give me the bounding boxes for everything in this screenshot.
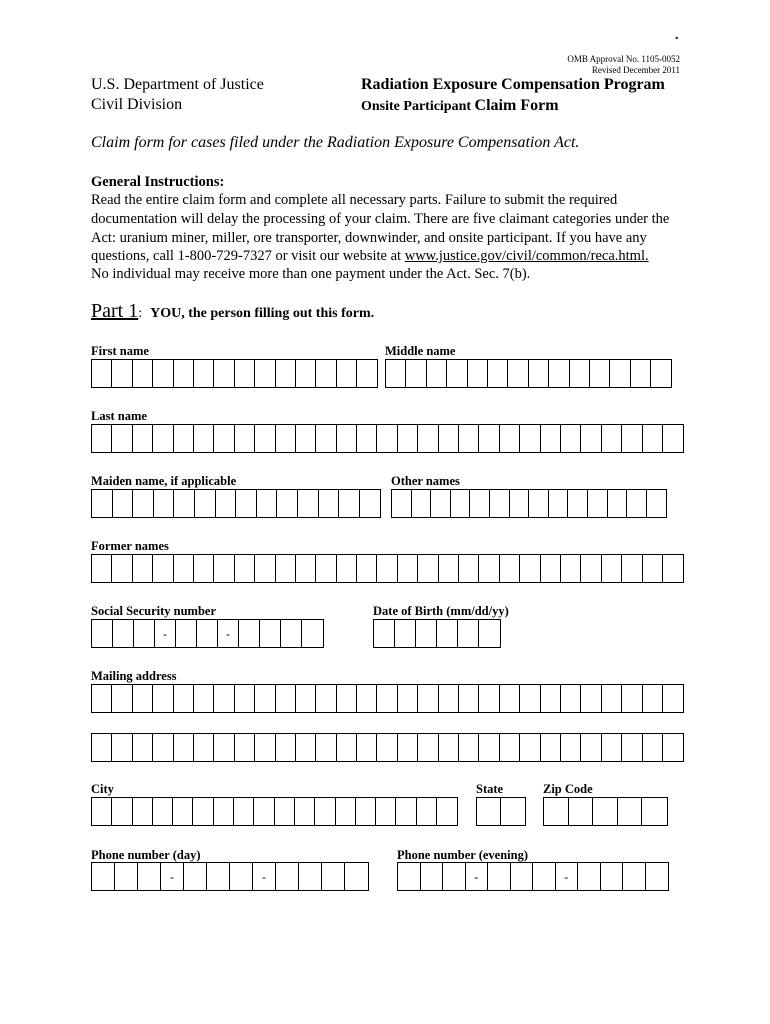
- phone-evening-boxes[interactable]: [397, 862, 669, 891]
- input-cell[interactable]: [276, 555, 296, 582]
- input-cell[interactable]: [276, 425, 296, 452]
- instructions-line-3: Act: uranium miner, miller, ore transporter, downwinder, and onsite participant. If you have any: [91, 230, 647, 246]
- input-cell[interactable]: [510, 490, 530, 517]
- input-cell[interactable]: [194, 555, 214, 582]
- input-cell[interactable]: [500, 734, 520, 761]
- input-cell[interactable]: [295, 798, 315, 825]
- input-cell[interactable]: [602, 734, 622, 761]
- input-cell[interactable]: [398, 863, 421, 890]
- part1-heading: [91, 300, 374, 323]
- input-cell[interactable]: [214, 798, 234, 825]
- input-cell[interactable]: [549, 360, 569, 387]
- revised-date: Revised December 2011: [591, 65, 680, 75]
- separator-cell: -: [155, 620, 176, 647]
- input-cell[interactable]: [276, 685, 296, 712]
- separator-cell: -: [218, 620, 239, 647]
- input-cell[interactable]: [133, 425, 153, 452]
- input-cell[interactable]: [459, 555, 479, 582]
- input-cell[interactable]: [479, 555, 499, 582]
- input-cell[interactable]: [316, 425, 336, 452]
- input-cell[interactable]: [316, 360, 336, 387]
- instructions-line-2: documentation will delay the processing of your claim. There are five claimant categories under the: [91, 211, 670, 227]
- input-cell[interactable]: [92, 490, 113, 517]
- input-cell[interactable]: [153, 734, 173, 761]
- input-cell[interactable]: [235, 685, 255, 712]
- input-cell[interactable]: [439, 734, 459, 761]
- top-mark: .: [675, 28, 679, 43]
- input-cell[interactable]: [239, 620, 260, 647]
- input-cell[interactable]: [520, 685, 540, 712]
- input-cell[interactable]: [316, 685, 336, 712]
- input-cell[interactable]: [479, 685, 499, 712]
- middle-name-boxes[interactable]: [385, 359, 672, 388]
- input-cell[interactable]: [112, 685, 132, 712]
- separator-cell: -: [253, 863, 276, 890]
- input-cell[interactable]: [235, 360, 255, 387]
- program-title: Radiation Exposure Compensation Program: [361, 76, 665, 93]
- separator-cell: -: [161, 863, 184, 890]
- input-cell[interactable]: [298, 490, 319, 517]
- other-names-label: Other names: [391, 474, 460, 488]
- input-cell[interactable]: [643, 425, 663, 452]
- input-cell[interactable]: [439, 555, 459, 582]
- input-cell[interactable]: [138, 863, 161, 890]
- input-cell[interactable]: [357, 685, 377, 712]
- input-cell[interactable]: [377, 734, 397, 761]
- input-cell[interactable]: [154, 490, 175, 517]
- maiden-name-boxes[interactable]: [91, 489, 381, 518]
- input-cell[interactable]: [92, 863, 115, 890]
- mailing-address-label: Mailing address: [91, 669, 177, 683]
- form-title-name: Claim Form: [474, 97, 559, 114]
- input-cell[interactable]: [197, 620, 218, 647]
- input-cell[interactable]: [360, 490, 381, 517]
- input-cell[interactable]: [377, 685, 397, 712]
- input-cell[interactable]: [386, 360, 406, 387]
- input-cell[interactable]: [337, 360, 357, 387]
- input-cell[interactable]: [593, 798, 618, 825]
- input-cell[interactable]: [631, 360, 651, 387]
- input-cell[interactable]: [459, 734, 479, 761]
- former-names-label: Former names: [91, 539, 169, 553]
- input-cell[interactable]: [529, 360, 549, 387]
- form-title-prefix: Onsite Participant: [361, 99, 472, 114]
- input-cell[interactable]: [427, 360, 447, 387]
- input-cell[interactable]: [437, 620, 458, 647]
- input-cell[interactable]: [544, 798, 569, 825]
- input-cell[interactable]: [315, 798, 335, 825]
- input-cell[interactable]: [417, 798, 437, 825]
- input-cell[interactable]: [299, 863, 322, 890]
- input-cell[interactable]: [541, 685, 561, 712]
- input-cell[interactable]: [92, 734, 112, 761]
- input-cell[interactable]: [374, 620, 395, 647]
- input-cell[interactable]: [153, 685, 173, 712]
- input-cell[interactable]: [520, 555, 540, 582]
- input-cell[interactable]: [115, 863, 138, 890]
- input-cell[interactable]: [207, 863, 230, 890]
- input-cell[interactable]: [194, 425, 214, 452]
- form-title: [361, 97, 559, 115]
- ssn-label: Social Security number: [91, 604, 216, 618]
- other-names-boxes[interactable]: [391, 489, 667, 518]
- input-cell[interactable]: [214, 685, 234, 712]
- input-cell[interactable]: [622, 685, 642, 712]
- input-cell[interactable]: [396, 798, 416, 825]
- input-cell[interactable]: [541, 734, 561, 761]
- zip-label: Zip Code: [543, 782, 593, 796]
- input-cell[interactable]: [194, 734, 214, 761]
- input-cell[interactable]: [184, 863, 207, 890]
- website-link[interactable]: www.justice.gov/civil/common/reca.html.: [404, 248, 649, 264]
- input-cell[interactable]: [319, 490, 340, 517]
- input-cell[interactable]: [451, 490, 471, 517]
- input-cell[interactable]: [508, 360, 528, 387]
- input-cell[interactable]: [176, 620, 197, 647]
- input-cell[interactable]: [500, 425, 520, 452]
- input-cell[interactable]: [235, 734, 255, 761]
- middle-name-label: Middle name: [385, 344, 456, 358]
- input-cell[interactable]: [602, 685, 622, 712]
- input-cell[interactable]: [431, 490, 451, 517]
- dob-label: Date of Birth (mm/dd/yy): [373, 604, 509, 618]
- input-cell[interactable]: [92, 798, 112, 825]
- input-cell[interactable]: [439, 425, 459, 452]
- input-cell[interactable]: [581, 734, 601, 761]
- phone-day-boxes[interactable]: [91, 862, 369, 891]
- input-cell[interactable]: [663, 734, 683, 761]
- input-cell[interactable]: [618, 798, 643, 825]
- input-cell[interactable]: [255, 734, 275, 761]
- instructions-line-5: No individual may receive more than one payment under the Act. Sec. 7(b).: [91, 266, 531, 282]
- omb-approval: OMB Approval No. 1105-0052: [567, 54, 680, 64]
- input-cell[interactable]: [663, 555, 683, 582]
- input-cell[interactable]: [479, 734, 499, 761]
- part1-label: Part 1: [91, 300, 139, 322]
- form-subtitle: Claim form for cases filed under the Radiation Exposure Compensation Act.: [91, 134, 580, 151]
- input-cell[interactable]: [561, 685, 581, 712]
- input-cell[interactable]: [549, 490, 569, 517]
- input-cell[interactable]: [588, 490, 608, 517]
- input-cell[interactable]: [561, 734, 581, 761]
- input-cell[interactable]: [418, 685, 438, 712]
- phone-day-label: Phone number (day): [91, 848, 201, 862]
- instructions-line-1: Read the entire claim form and complete all necessary parts. Failure to submit the required: [91, 192, 618, 208]
- input-cell[interactable]: [133, 555, 153, 582]
- input-cell[interactable]: [275, 798, 295, 825]
- input-cell[interactable]: [533, 863, 556, 890]
- input-cell[interactable]: [322, 863, 345, 890]
- input-cell[interactable]: [174, 734, 194, 761]
- input-cell[interactable]: [112, 798, 132, 825]
- separator-cell: -: [556, 863, 579, 890]
- input-cell[interactable]: [339, 490, 360, 517]
- ssn-boxes[interactable]: [91, 619, 324, 648]
- input-cell[interactable]: [133, 685, 153, 712]
- input-cell[interactable]: [622, 555, 642, 582]
- input-cell[interactable]: [133, 734, 153, 761]
- input-cell[interactable]: [651, 360, 671, 387]
- input-cell[interactable]: [529, 490, 549, 517]
- input-cell[interactable]: [214, 360, 234, 387]
- input-cell[interactable]: [488, 360, 508, 387]
- input-cell[interactable]: [276, 863, 299, 890]
- input-cell[interactable]: [276, 734, 296, 761]
- input-cell[interactable]: [235, 425, 255, 452]
- input-cell[interactable]: [459, 425, 479, 452]
- input-cell[interactable]: [357, 555, 377, 582]
- input-cell[interactable]: [377, 555, 397, 582]
- input-cell[interactable]: [276, 360, 296, 387]
- input-cell[interactable]: [195, 490, 216, 517]
- zip-boxes[interactable]: [543, 797, 668, 826]
- input-cell[interactable]: [234, 798, 254, 825]
- input-cell[interactable]: [447, 360, 467, 387]
- input-cell[interactable]: [112, 555, 132, 582]
- input-cell[interactable]: [646, 863, 669, 890]
- input-cell[interactable]: [416, 620, 437, 647]
- input-cell[interactable]: [112, 360, 132, 387]
- maiden-name-label: Maiden name, if applicable: [91, 474, 237, 488]
- input-cell[interactable]: [439, 685, 459, 712]
- input-cell[interactable]: [578, 863, 601, 890]
- input-cell[interactable]: [501, 798, 525, 825]
- input-cell[interactable]: [296, 734, 316, 761]
- input-cell[interactable]: [568, 490, 588, 517]
- input-cell[interactable]: [643, 734, 663, 761]
- input-cell[interactable]: [622, 734, 642, 761]
- input-cell[interactable]: [214, 555, 234, 582]
- input-cell[interactable]: [443, 863, 466, 890]
- input-cell[interactable]: [255, 360, 275, 387]
- input-cell[interactable]: [174, 425, 194, 452]
- input-cell[interactable]: [255, 555, 275, 582]
- input-cell[interactable]: [458, 620, 479, 647]
- input-cell[interactable]: [500, 555, 520, 582]
- separator-cell: -: [466, 863, 489, 890]
- input-cell[interactable]: [479, 425, 499, 452]
- input-cell[interactable]: [92, 620, 113, 647]
- mailing-address-line-2-boxes[interactable]: [91, 733, 684, 762]
- input-cell[interactable]: [468, 360, 488, 387]
- input-cell[interactable]: [235, 555, 255, 582]
- input-cell[interactable]: [643, 685, 663, 712]
- input-cell[interactable]: [541, 555, 561, 582]
- input-cell[interactable]: [296, 425, 316, 452]
- input-cell[interactable]: [230, 863, 253, 890]
- instructions-line-4-text: questions, call 1-800-729-7327 or visit our website at: [91, 248, 405, 264]
- input-cell[interactable]: [174, 555, 194, 582]
- department-name: U.S. Department of Justice: [91, 76, 264, 93]
- input-cell[interactable]: [193, 798, 213, 825]
- input-cell[interactable]: [623, 863, 646, 890]
- input-cell[interactable]: [113, 490, 134, 517]
- input-cell[interactable]: [153, 798, 173, 825]
- input-cell[interactable]: [92, 425, 112, 452]
- input-cell[interactable]: [153, 555, 173, 582]
- input-cell[interactable]: [622, 425, 642, 452]
- input-cell[interactable]: [581, 685, 601, 712]
- input-cell[interactable]: [214, 425, 234, 452]
- input-cell[interactable]: [541, 425, 561, 452]
- input-cell[interactable]: [627, 490, 647, 517]
- input-cell[interactable]: [357, 360, 377, 387]
- input-cell[interactable]: [357, 425, 377, 452]
- input-cell[interactable]: [173, 798, 193, 825]
- input-cell[interactable]: [255, 685, 275, 712]
- input-cell[interactable]: [133, 360, 153, 387]
- input-cell[interactable]: [643, 555, 663, 582]
- input-cell[interactable]: [490, 490, 510, 517]
- input-cell[interactable]: [412, 490, 432, 517]
- input-cell[interactable]: [174, 685, 194, 712]
- input-cell[interactable]: [500, 685, 520, 712]
- part1-colon: :: [138, 306, 143, 321]
- input-cell[interactable]: [477, 798, 501, 825]
- input-cell[interactable]: [601, 863, 624, 890]
- input-cell[interactable]: [281, 620, 302, 647]
- input-cell[interactable]: [345, 863, 368, 890]
- input-cell[interactable]: [377, 425, 397, 452]
- input-cell[interactable]: [590, 360, 610, 387]
- input-cell[interactable]: [134, 620, 155, 647]
- part1-text: YOU, the person filling out this form.: [150, 306, 375, 321]
- input-cell[interactable]: [398, 555, 418, 582]
- input-cell[interactable]: [663, 425, 683, 452]
- division-name: Civil Division: [91, 96, 183, 113]
- input-cell[interactable]: [488, 863, 511, 890]
- input-cell[interactable]: [398, 734, 418, 761]
- city-label: City: [91, 782, 114, 796]
- last-name-label: Last name: [91, 409, 147, 423]
- input-cell[interactable]: [581, 555, 601, 582]
- input-cell[interactable]: [174, 490, 195, 517]
- input-cell[interactable]: [418, 425, 438, 452]
- last-name-boxes[interactable]: [91, 424, 684, 453]
- input-cell[interactable]: [133, 798, 153, 825]
- input-cell[interactable]: [194, 685, 214, 712]
- input-cell[interactable]: [376, 798, 396, 825]
- input-cell[interactable]: [561, 425, 581, 452]
- input-cell[interactable]: [357, 734, 377, 761]
- input-cell[interactable]: [561, 555, 581, 582]
- input-cell[interactable]: [398, 685, 418, 712]
- input-cell[interactable]: [437, 798, 457, 825]
- first-name-boxes[interactable]: [91, 359, 378, 388]
- general-instructions-title: General Instructions:: [91, 174, 225, 190]
- input-cell[interactable]: [112, 425, 132, 452]
- input-cell[interactable]: [255, 425, 275, 452]
- input-cell[interactable]: [608, 490, 628, 517]
- input-cell[interactable]: [133, 490, 154, 517]
- input-cell[interactable]: [406, 360, 426, 387]
- state-boxes[interactable]: [476, 797, 526, 826]
- input-cell[interactable]: [470, 490, 490, 517]
- input-cell[interactable]: [459, 685, 479, 712]
- input-cell[interactable]: [277, 490, 298, 517]
- input-cell[interactable]: [421, 863, 444, 890]
- input-cell[interactable]: [113, 620, 134, 647]
- input-cell[interactable]: [610, 360, 630, 387]
- phone-evening-label: Phone number (evening): [397, 848, 529, 862]
- state-label: State: [476, 782, 504, 796]
- input-cell[interactable]: [337, 734, 357, 761]
- input-cell[interactable]: [257, 490, 278, 517]
- input-cell[interactable]: [602, 555, 622, 582]
- input-cell[interactable]: [336, 798, 356, 825]
- input-cell[interactable]: [296, 555, 316, 582]
- mailing-address-line-1-boxes[interactable]: [91, 684, 684, 713]
- input-cell[interactable]: [392, 490, 412, 517]
- first-name-label: First name: [91, 344, 149, 358]
- input-cell[interactable]: [153, 425, 173, 452]
- input-cell[interactable]: [214, 734, 234, 761]
- input-cell[interactable]: [395, 620, 416, 647]
- city-boxes[interactable]: [91, 797, 458, 826]
- input-cell[interactable]: [520, 734, 540, 761]
- input-cell[interactable]: [570, 360, 590, 387]
- former-names-boxes[interactable]: [91, 554, 684, 583]
- input-cell[interactable]: [216, 490, 237, 517]
- input-cell[interactable]: [337, 685, 357, 712]
- input-cell[interactable]: [92, 555, 112, 582]
- input-cell[interactable]: [296, 360, 316, 387]
- input-cell[interactable]: [337, 555, 357, 582]
- input-cell[interactable]: [479, 620, 500, 647]
- input-cell[interactable]: [174, 360, 194, 387]
- input-cell[interactable]: [647, 490, 667, 517]
- input-cell[interactable]: [581, 425, 601, 452]
- input-cell[interactable]: [520, 425, 540, 452]
- input-cell[interactable]: [337, 425, 357, 452]
- input-cell[interactable]: [92, 685, 112, 712]
- input-cell[interactable]: [418, 734, 438, 761]
- input-cell[interactable]: [260, 620, 281, 647]
- input-cell[interactable]: [254, 798, 274, 825]
- input-cell[interactable]: [92, 360, 112, 387]
- instructions-line-4: [91, 248, 649, 265]
- input-cell[interactable]: [569, 798, 594, 825]
- input-cell[interactable]: [194, 360, 214, 387]
- input-cell[interactable]: [642, 798, 667, 825]
- input-cell[interactable]: [398, 425, 418, 452]
- input-cell[interactable]: [356, 798, 376, 825]
- input-cell[interactable]: [153, 360, 173, 387]
- input-cell[interactable]: [663, 685, 683, 712]
- input-cell[interactable]: [418, 555, 438, 582]
- input-cell[interactable]: [316, 734, 336, 761]
- input-cell[interactable]: [112, 734, 132, 761]
- input-cell[interactable]: [236, 490, 257, 517]
- dob-boxes[interactable]: [373, 619, 501, 648]
- input-cell[interactable]: [296, 685, 316, 712]
- input-cell[interactable]: [511, 863, 534, 890]
- input-cell[interactable]: [302, 620, 323, 647]
- input-cell[interactable]: [316, 555, 336, 582]
- input-cell[interactable]: [602, 425, 622, 452]
